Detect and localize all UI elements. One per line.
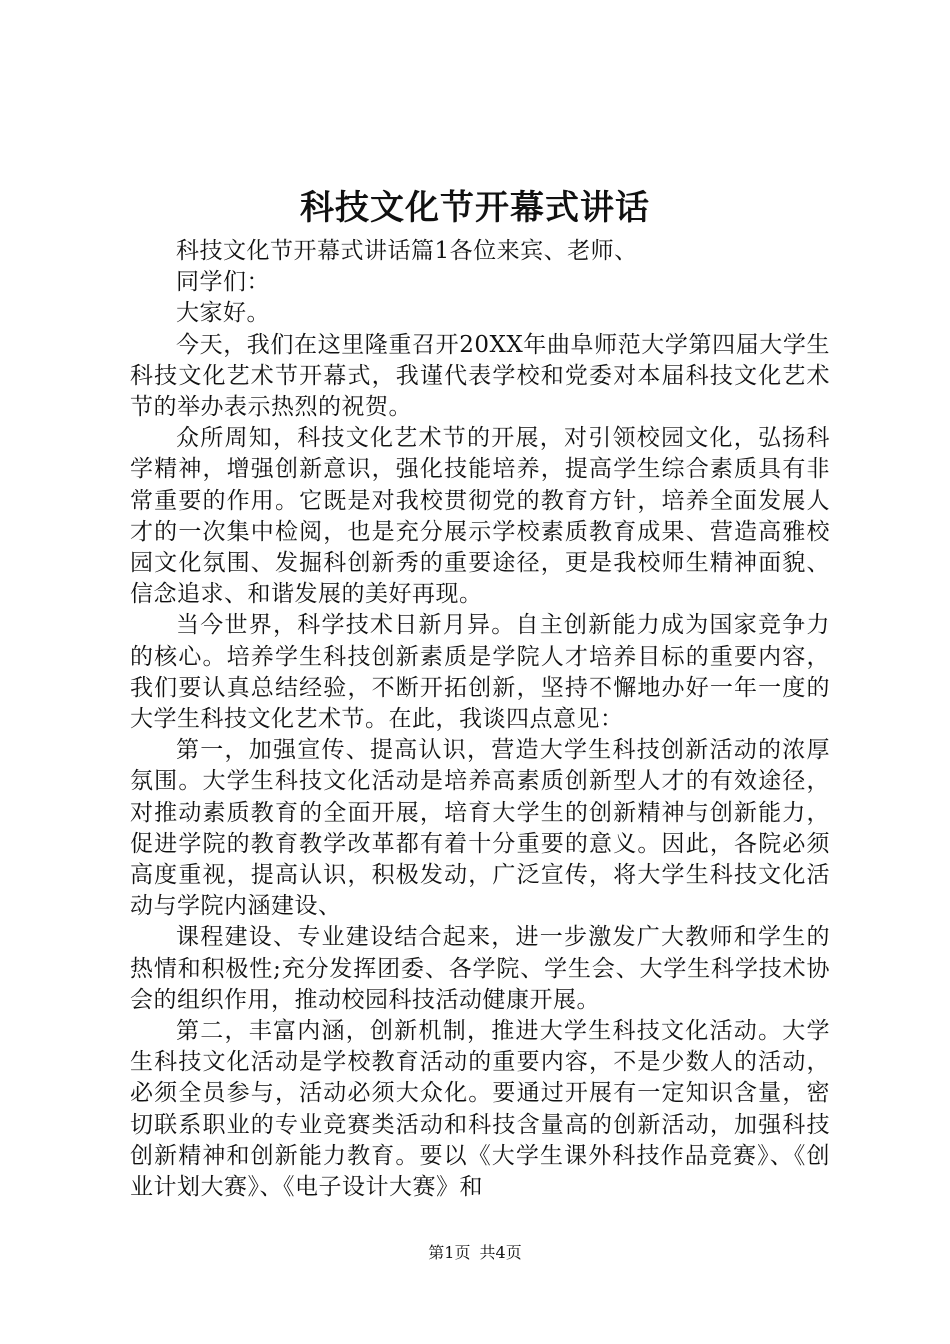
page-total: 共4页	[479, 1243, 522, 1262]
paragraph: 大家好。	[176, 300, 270, 327]
paragraph: 第二，丰富内涵，创新机制，推进大学生科技文化活动。大学生科技文化活动是学校教育活动的重要内容，不是少数人的活动，必须全员参与，活动必须大众化。要通过开展有一定知识含量，密切联系职业的专业竞赛类活动和科技含量高的创新活动，加强科技创新精神和创新能力教育。要以《大学生课外科技作品竞赛》、《创业计划大赛》、《电子设计大赛》和	[130, 1018, 830, 1201]
paragraph: 当今世界，科学技术日新月异。自主创新能力成为国家竞争力的核心。培养学生科技创新素质是学院人才培养目标的重要内容，我们要认真总结经验，不断开拓创新，坚持不懈地办好一年一度的大学生科技文化艺术节。在此，我谈四点意见：	[130, 612, 830, 733]
paragraph: 众所周知，科技文化艺术节的开展，对引领校园文化，弘扬科学精神，增强创新意识，强化技能培养，提高学生综合素质具有非常重要的作用。它既是对我校贯彻党的教育方针，培养全面发展人才的一次集中检阅，也是充分展示学校素质教育成果、营造高雅校园文化氛围、发掘科创新秀的重要途径，更是我校师生精神面貌、信念追求、和谐发展的美好再现。	[130, 425, 830, 608]
document-title: 科技文化节开幕式讲话	[300, 188, 650, 228]
paragraph: 第一，加强宣传、提高认识，营造大学生科技创新活动的浓厚氛围。大学生科技文化活动是培养高素质创新型人才的有效途径，对推动素质教育的全面开展，培育大学生的创新精神与创新能力，促进学院的教育教学改革都有着十分重要的意义。因此，各院必须高度重视，提高认识，积极发动，广泛宣传，将大学生科技文化活动与学院内涵建设、	[130, 737, 830, 920]
document-body	[130, 236, 830, 1203]
paragraph: 同学们：	[176, 269, 270, 296]
page-footer	[0, 1241, 950, 1265]
paragraph: 科技文化节开幕式讲话篇1各位来宾、老师、	[176, 238, 638, 264]
page-number: 第1页	[428, 1243, 471, 1262]
paragraph: 课程建设、专业建设结合起来，进一步激发广大教师和学生的热情和积极性;充分发挥团委、各学院、学生会、大学生科学技术协会的组织作用，推动校园科技活动健康开展。	[130, 924, 830, 1013]
paragraph: 今天，我们在这里隆重召开20XX年曲阜师范大学第四届大学生科技文化艺术节开幕式，我谨代表学校和党委对本届科技文化艺术节的举办表示热烈的祝贺。	[130, 331, 830, 421]
